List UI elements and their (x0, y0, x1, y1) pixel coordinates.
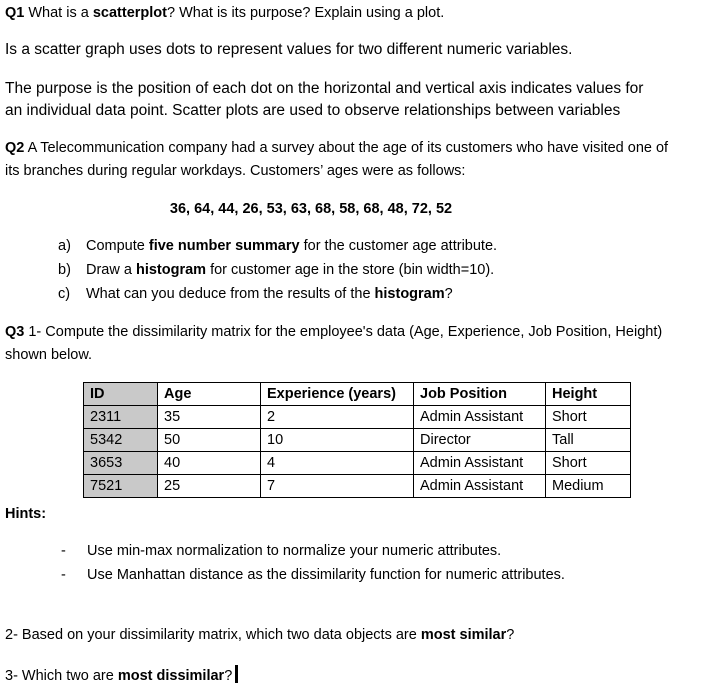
cell-experience: 4 (261, 452, 414, 475)
q2-ages: 36, 64, 44, 26, 53, 63, 68, 58, 68, 48, 72, 52 (169, 201, 453, 217)
employee-table (83, 382, 631, 498)
q3-part-3: 3- Which two are most dissimilar? (5, 665, 238, 684)
cell-id: 3653 (84, 452, 158, 475)
cell-job-position: Admin Assistant (414, 475, 546, 498)
table-row (84, 429, 631, 452)
table-row (84, 452, 631, 475)
q3-question-line-1: Q3 1- Compute the dissimilarity matrix for the employee's data (Age, Experience, Job Position, Height) (5, 324, 663, 340)
header-experience: Experience (years) (261, 383, 414, 406)
cell-height: Medium (546, 475, 631, 498)
q2-question-line-1: Q2 A Telecommunication company had a survey about the age of its customers who have visited one of (5, 140, 669, 156)
q1-purpose-line-2: an individual data point. Scatter plots are used to observe relationships between variables (5, 102, 621, 119)
cell-id: 5342 (84, 429, 158, 452)
cell-age: 50 (158, 429, 261, 452)
cell-job-position: Admin Assistant (414, 452, 546, 475)
cell-age: 40 (158, 452, 261, 475)
hints-label: Hints: (5, 506, 47, 522)
q2-label: Q2 (5, 140, 25, 156)
hint-item: - Use min-max normalization to normalize your numeric attributes. (61, 543, 502, 559)
header-job-position: Job Position (414, 383, 546, 406)
hint-item: - Use Manhattan distance as the dissimilarity function for numeric attributes. (61, 567, 565, 583)
cell-job-position: Director (414, 429, 546, 452)
table-header-row (84, 383, 631, 406)
table-row (84, 475, 631, 498)
header-id: ID (84, 383, 158, 406)
cell-height: Tall (546, 429, 631, 452)
cell-experience: 10 (261, 429, 414, 452)
q2-item-a: a) Compute five number summary for the customer age attribute. (58, 238, 498, 254)
q2-item-c: c) What can you deduce from the results of the histogram? (58, 286, 453, 302)
q2-question-line-2: its branches during regular workdays. Customers’ ages were as follows: (5, 163, 466, 179)
table-row (84, 406, 631, 429)
q1-answer: Is a scatter graph uses dots to represent values for two different numeric variables. (5, 41, 573, 58)
q3-label: Q3 (5, 324, 25, 340)
header-age: Age (158, 383, 261, 406)
q1-purpose-line-1: The purpose is the position of each dot on the horizontal and vertical axis indicates values for (5, 80, 644, 97)
cell-experience: 2 (261, 406, 414, 429)
header-height: Height (546, 383, 631, 406)
q3-question-line-2: shown below. (5, 347, 93, 363)
text-cursor (235, 665, 238, 683)
cell-height: Short (546, 406, 631, 429)
cell-job-position: Admin Assistant (414, 406, 546, 429)
q1-keyword: scatterplot (92, 5, 167, 21)
q1-question: Q1 What is a scatterplot? What is its purpose? Explain using a plot. (5, 5, 445, 21)
cell-age: 35 (158, 406, 261, 429)
q1-label: Q1 (5, 5, 25, 21)
cell-id: 2311 (84, 406, 158, 429)
q2-item-b: b) Draw a histogram for customer age in the store (bin width=10). (58, 262, 495, 278)
q3-part-2: 2- Based on your dissimilarity matrix, which two data objects are most similar? (5, 627, 515, 643)
cell-height: Short (546, 452, 631, 475)
cell-id: 7521 (84, 475, 158, 498)
cell-age: 25 (158, 475, 261, 498)
cell-experience: 7 (261, 475, 414, 498)
